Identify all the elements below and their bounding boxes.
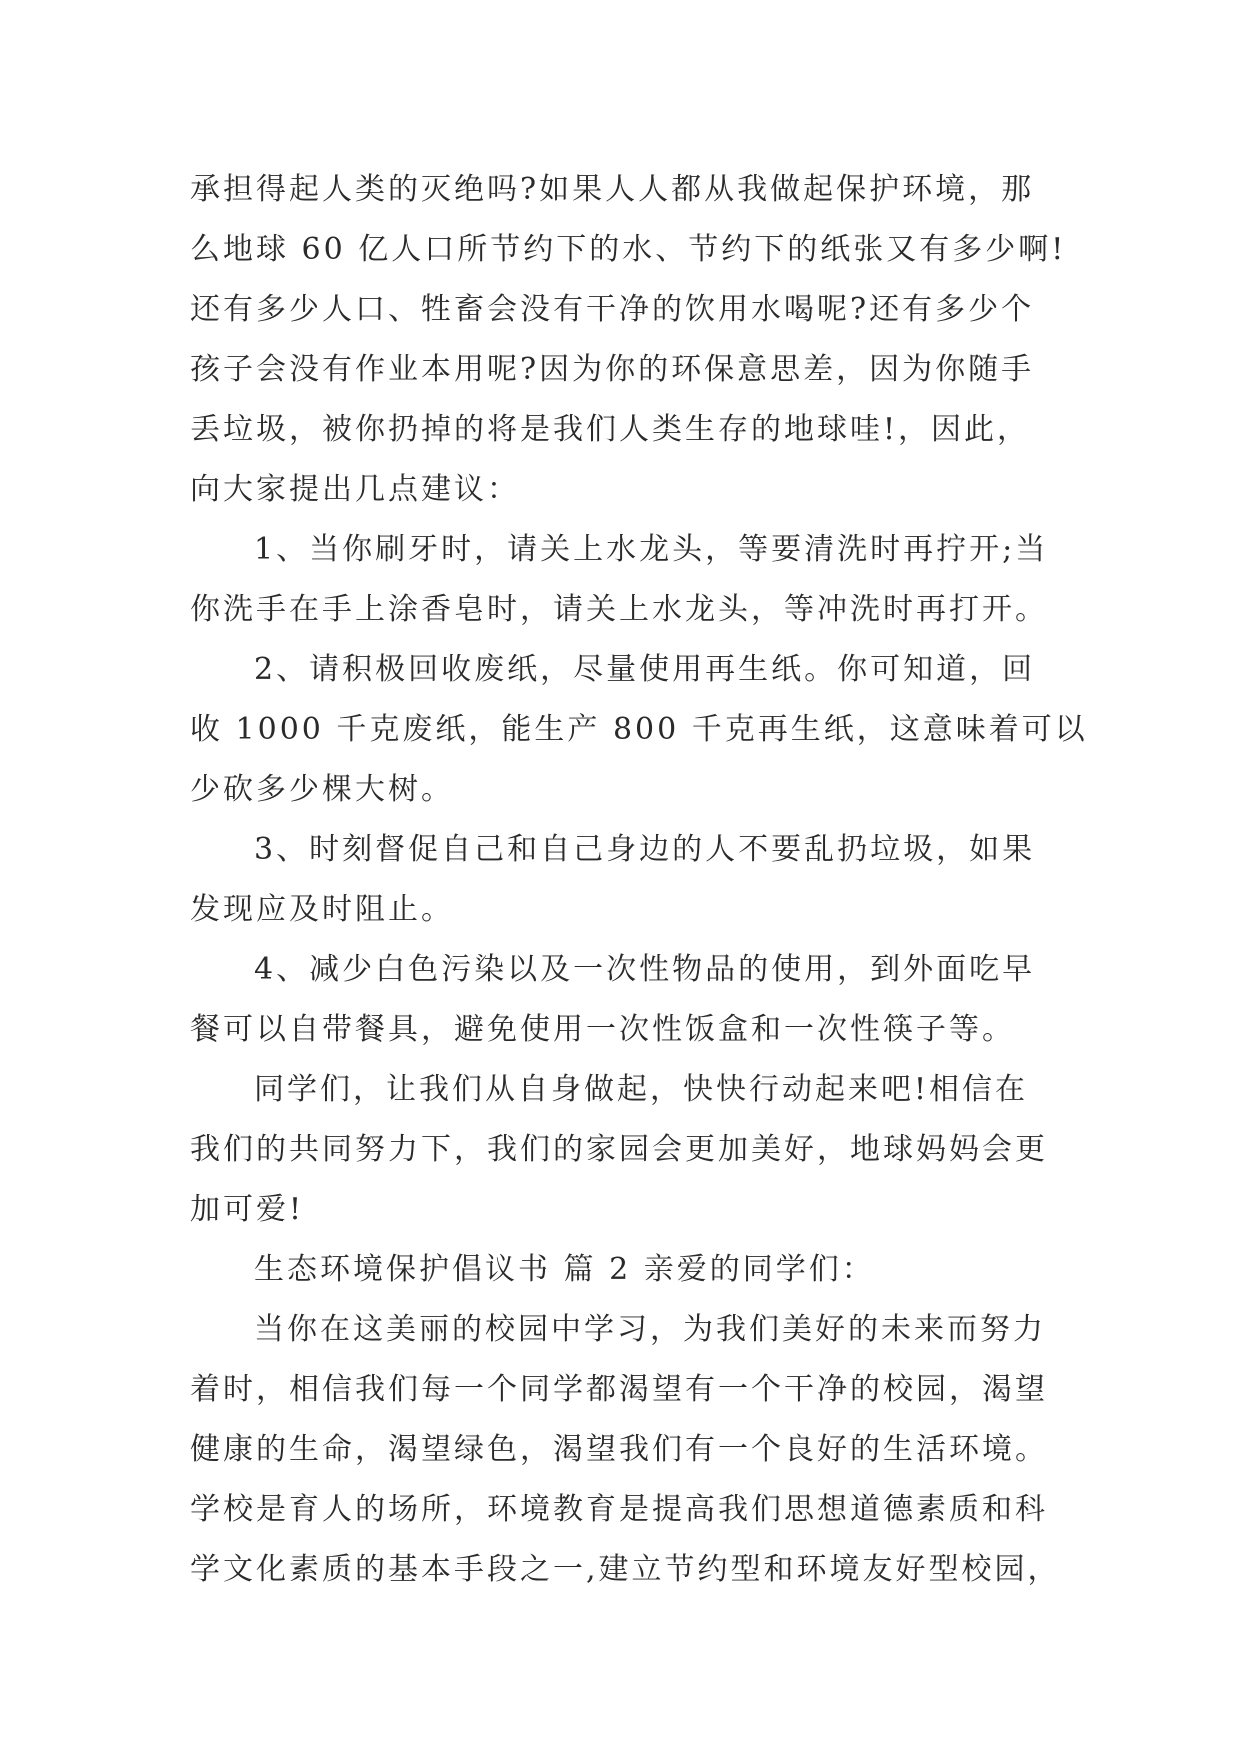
text-line: 丢垃圾，被你扔掉的将是我们人类生存的地球哇!，因此，	[190, 412, 1031, 447]
text-line: 收 1000 千克废纸，能生产 800 千克再生纸，这意味着可以	[190, 712, 1088, 747]
text-line: 1、当你刷牙时，请关上水龙头，等要清洗时再拧开;当	[254, 532, 1049, 567]
text-line: 着时，相信我们每一个同学都渴望有一个干净的校园，渴望	[190, 1372, 1048, 1407]
text-line: 学校是育人的场所，环境教育是提高我们思想道德素质和科	[190, 1492, 1048, 1527]
text-line: 孩子会没有作业本用呢?因为你的环保意思差，因为你随手	[190, 352, 1035, 387]
text-line: 同学们，让我们从自身做起，快快行动起来吧!相信在	[254, 1072, 1029, 1107]
text-line: 3、时刻督促自己和自己身边的人不要乱扔垃圾，如果	[254, 832, 1036, 867]
text-line: 4、减少白色污染以及一次性物品的使用，到外面吃早	[254, 952, 1036, 987]
section-heading: 生态环境保护倡议书 篇 2 亲爱的同学们：	[254, 1252, 875, 1287]
body-text	[190, 160, 1088, 1600]
text-line: 还有多少人口、牲畜会没有干净的饮用水喝呢?还有多少个	[190, 292, 1035, 327]
text-line: 学文化素质的基本手段之一,建立节约型和环境友好型校园，	[190, 1552, 1061, 1587]
text-line: 么地球 60 亿人口所节约下的水、节约下的纸张又有多少啊!	[190, 232, 1067, 267]
text-line: 当你在这美丽的校园中学习，为我们美好的未来而努力	[254, 1312, 1046, 1347]
text-line: 向大家提出几点建议：	[190, 472, 520, 507]
text-line: 餐可以自带餐具，避免使用一次性饭盒和一次性筷子等。	[190, 1012, 1015, 1047]
text-line: 健康的生命，渴望绿色，渴望我们有一个良好的生活环境。	[190, 1432, 1048, 1467]
text-line: 加可爱!	[190, 1192, 305, 1227]
text-line: 少砍多少棵大树。	[190, 772, 454, 807]
text-line: 2、请积极回收废纸，尽量使用再生纸。你可知道，回	[254, 652, 1036, 687]
text-line: 我们的共同努力下，我们的家园会更加美好，地球妈妈会更	[190, 1132, 1048, 1167]
text-line: 承担得起人类的灭绝吗?如果人人都从我做起保护环境，那	[190, 172, 1035, 207]
text-line: 你洗手在手上涂香皂时，请关上水龙头，等冲洗时再打开。	[190, 592, 1048, 627]
text-line: 发现应及时阻止。	[190, 892, 454, 927]
